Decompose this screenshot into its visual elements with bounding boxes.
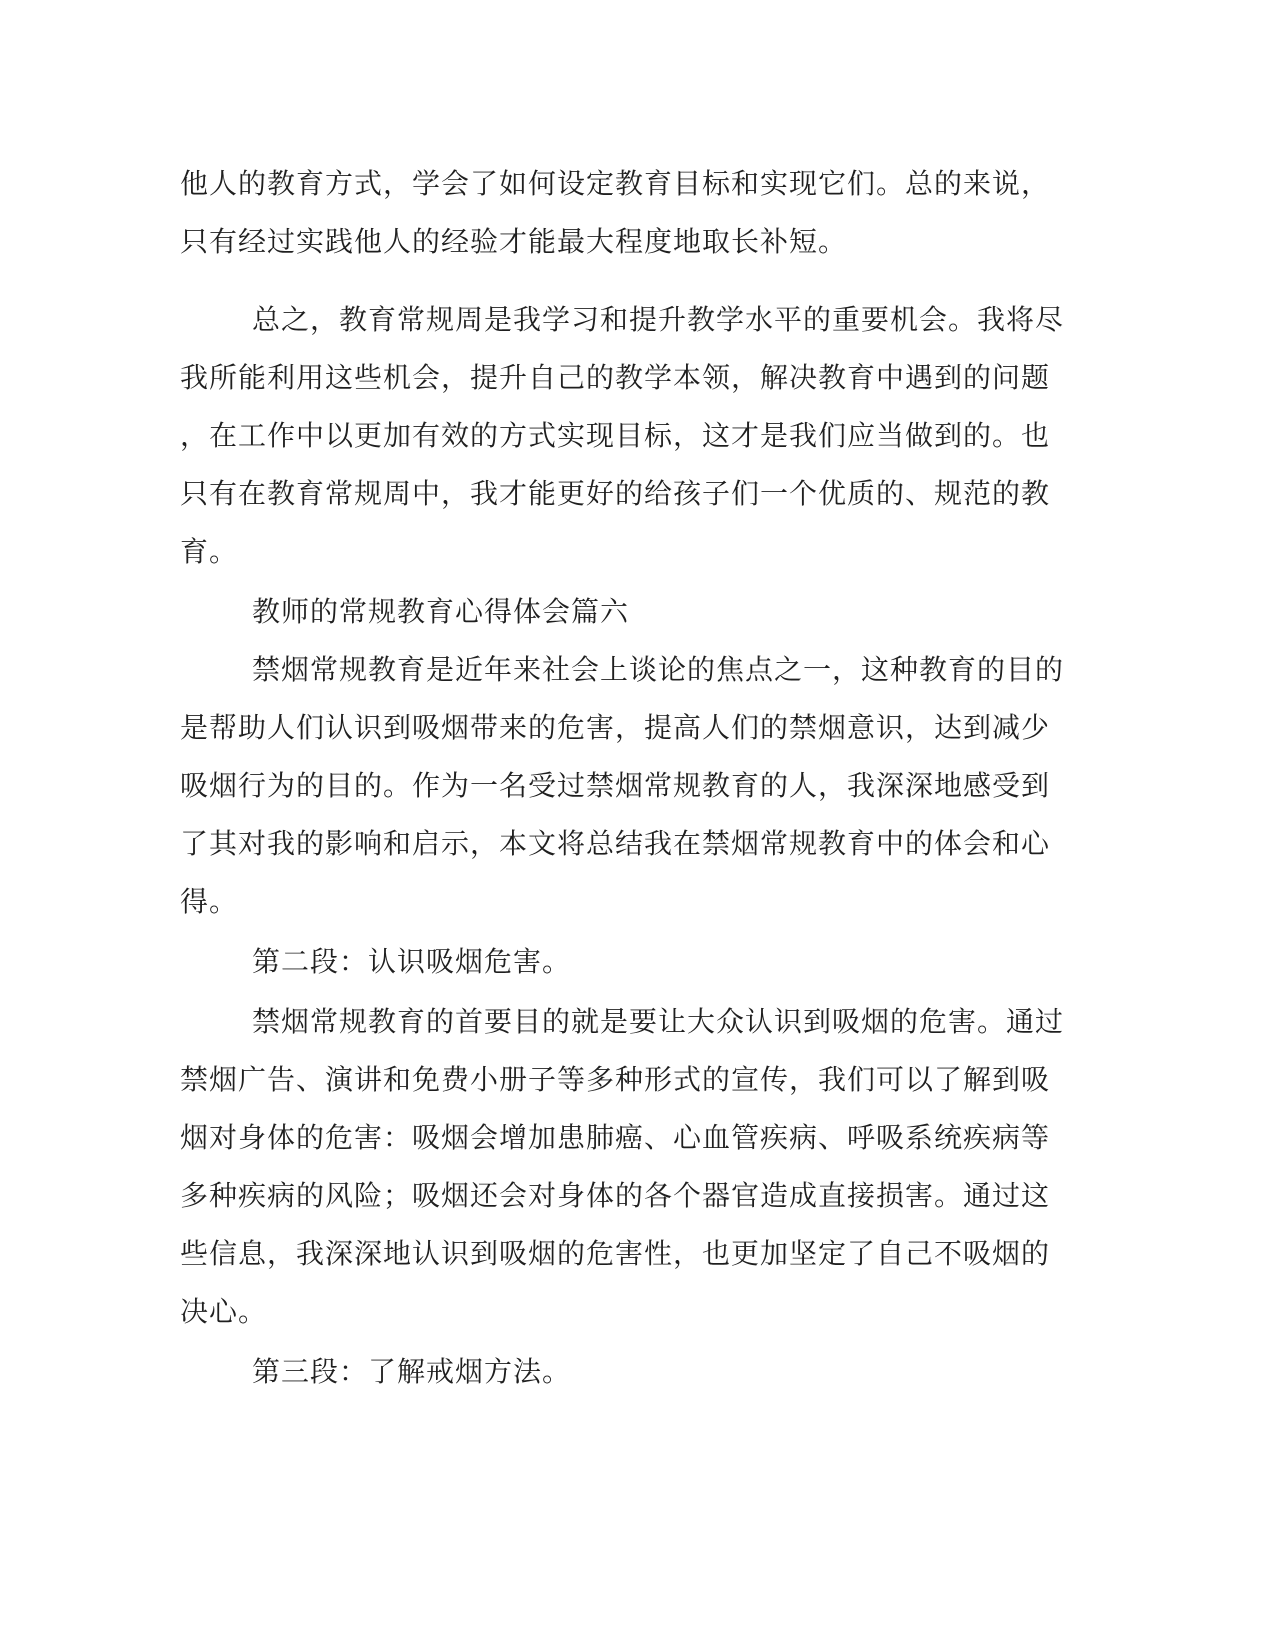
body-text-line: ，在工作中以更加有效的方式实现目标，这才是我们应当做到的。也 xyxy=(180,419,1051,452)
body-text-line: 烟对身体的危害：吸烟会增加患肺癌、心血管疾病、呼吸系统疾病等 xyxy=(180,1121,1051,1154)
body-text-line: 多种疾病的风险；吸烟还会对身体的各个器官造成直接损害。通过这 xyxy=(180,1179,1051,1212)
body-text-line: 我所能利用这些机会，提升自己的教学本领，解决教育中遇到的问题 xyxy=(180,361,1051,394)
body-text-line: 些信息，我深深地认识到吸烟的危害性，也更加坚定了自己不吸烟的 xyxy=(180,1237,1051,1270)
body-text-line: 他人的教育方式，学会了如何设定教育目标和实现它们。总的来说， xyxy=(180,167,1051,200)
body-text-line: 决心。 xyxy=(180,1295,268,1328)
body-text-line: 禁烟广告、演讲和免费小册子等多种形式的宣传，我们可以了解到吸 xyxy=(180,1063,1051,1096)
body-text-line: 禁烟常规教育的首要目的就是要让大众认识到吸烟的危害。通过 xyxy=(252,1005,1065,1038)
body-text-line: 禁烟常规教育是近年来社会上谈论的焦点之一，这种教育的目的 xyxy=(252,653,1065,686)
body-text-line: 只有经过实践他人的经验才能最大程度地取长补短。 xyxy=(180,225,848,258)
section-heading: 第二段：认识吸烟危害。 xyxy=(252,945,572,978)
body-text-line: 吸烟行为的目的。作为一名受过禁烟常规教育的人，我深深地感受到 xyxy=(180,769,1051,802)
body-text-line: 是帮助人们认识到吸烟带来的危害，提高人们的禁烟意识，达到减少 xyxy=(180,711,1051,744)
section-heading: 教师的常规教育心得体会篇六 xyxy=(252,595,630,628)
body-text-line: 只有在教育常规周中，我才能更好的给孩子们一个优质的、规范的教 xyxy=(180,477,1051,510)
section-heading: 第三段：了解戒烟方法。 xyxy=(252,1355,572,1388)
body-text-line: 总之，教育常规周是我学习和提升教学水平的重要机会。我将尽 xyxy=(252,303,1065,336)
body-text-line: 了其对我的影响和启示，本文将总结我在禁烟常规教育中的体会和心 xyxy=(180,827,1051,860)
body-text-line: 得。 xyxy=(180,885,239,918)
body-text-line: 育。 xyxy=(180,535,239,568)
